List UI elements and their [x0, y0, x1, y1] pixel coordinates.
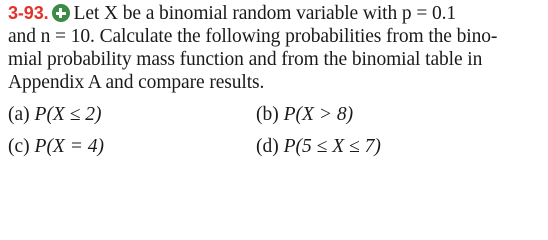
problem-line-2	[8, 25, 544, 48]
problem-parts	[8, 99, 544, 163]
part-b-label: (b)	[256, 104, 279, 125]
parts-row-2	[8, 131, 544, 163]
part-b-expression: P(X > 8)	[283, 104, 354, 125]
parts-row-1	[8, 99, 544, 131]
problem-number: 3-93.	[8, 3, 49, 23]
problem-text-line-2: and n = 10. Calculate the following probabilities from the bino-	[8, 26, 498, 47]
part-a	[8, 99, 102, 131]
problem-line-4	[8, 71, 544, 94]
part-d-expression: P(5 ≤ X ≤ 7)	[283, 136, 381, 157]
part-b	[256, 99, 353, 131]
problem-line-1	[8, 2, 544, 25]
part-a-label: (a)	[8, 104, 30, 125]
part-c-expression: P(X = 4)	[34, 136, 104, 157]
problem-text-line-1: Let X be a binomial random variable with p = 0.1	[73, 3, 457, 24]
problem-text-line-4: Appendix A and compare results.	[8, 72, 265, 93]
part-d	[256, 131, 381, 163]
problem-text-line-3: mial probability mass function and from the binomial table in	[8, 49, 483, 70]
part-a-expression: P(X ≤ 2)	[34, 104, 102, 125]
part-c-label: (c)	[8, 136, 30, 157]
plus-circle-icon[interactable]	[52, 4, 70, 22]
part-d-label: (d)	[256, 136, 279, 157]
part-c	[8, 131, 104, 163]
problem-line-3	[8, 48, 544, 71]
problem-statement	[8, 2, 544, 94]
